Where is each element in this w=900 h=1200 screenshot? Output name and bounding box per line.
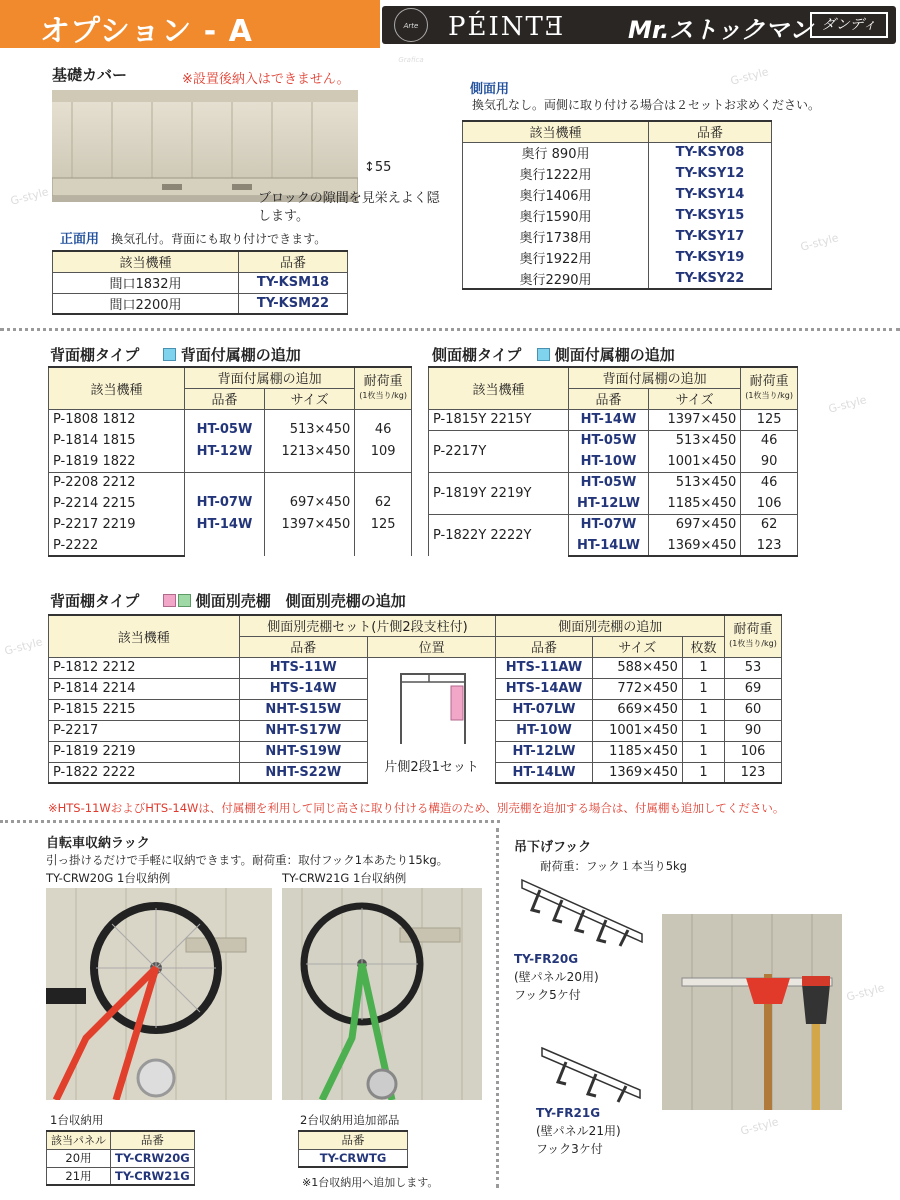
- col-model: 該当機種: [53, 251, 239, 272]
- col-group: 背面付属棚の追加: [185, 367, 355, 388]
- table-row: P-1814 2214 HTS-14W HTS-14AW 772×450 1 69: [49, 678, 782, 699]
- table-row: 20用 TY-CRW20G: [47, 1149, 195, 1167]
- single-rack-table: [46, 1130, 195, 1186]
- double-rack-table: [298, 1130, 408, 1168]
- back-shelf-title-row: [50, 344, 301, 365]
- side-cover-table: [462, 120, 772, 290]
- bike-example-1-label: TY-CRW20G 1台収納例: [46, 871, 171, 885]
- table-row: 奥行 890用 TY-KSY08: [463, 142, 772, 163]
- table-row: P-1815 2215 NHT-S15W HT-07LW 669×450 1 60: [49, 699, 782, 720]
- back-shelf-subtitle: 背面付属棚の追加: [180, 346, 301, 364]
- watermark: G-style: [8, 185, 50, 208]
- table-row: HT-12LW 1185×450 106: [429, 493, 798, 514]
- table-row: P-1819 1822: [49, 451, 412, 472]
- table-row: 間口1832用 TY-KSM18: [53, 272, 348, 293]
- hook-fr20g-code: TY-FR20G: [514, 952, 579, 966]
- table-row: P-1808 1812 HT-05W HT-12W 513×450 1213×450 46 109: [49, 409, 412, 430]
- col-code: 品番: [239, 251, 348, 272]
- back-shelf-title: 背面棚タイプ: [50, 346, 140, 364]
- side-shelf-subtitle: 側面付属棚の追加: [554, 346, 675, 364]
- col-position: 位置: [367, 636, 495, 657]
- table-row: 奥行1590用 TY-KSY15: [463, 205, 772, 226]
- foundation-cover-photo: [52, 90, 358, 202]
- col-add-qty: 枚数: [682, 636, 724, 657]
- position-cell: [367, 657, 495, 783]
- table-row: 奥行1922用 TY-KSY19: [463, 247, 772, 268]
- page-header: [0, 0, 900, 64]
- table-row: P-1815Y 2215Y HT-14W 1397×450 125: [429, 409, 798, 430]
- front-cover-table: [52, 250, 348, 315]
- table-row: HT-14LW 1369×450 123: [429, 535, 798, 556]
- col-panel: 該当パネル: [47, 1131, 111, 1149]
- side-shelf-table: [428, 366, 798, 557]
- back-shelf-table: [48, 366, 412, 557]
- watermark: G-style: [844, 981, 886, 1004]
- watermark: G-style: [798, 231, 840, 254]
- green-legend-swatch: [178, 594, 191, 607]
- pink-legend-swatch: [163, 594, 176, 607]
- col-load: 耐荷重 (1枚当り/kg): [355, 367, 412, 409]
- column-divider: [496, 828, 499, 1188]
- cover-dimension: ↕55: [364, 160, 392, 175]
- title-bar: [0, 0, 380, 48]
- dandy-logo: ダンディ: [810, 12, 888, 38]
- hook-fr20g-panel: (壁パネル20用): [514, 970, 599, 984]
- foundation-caption: ブロックの隙間を見栄えよく隠します。: [258, 191, 440, 224]
- single-rack-title: 1台収納用: [50, 1113, 104, 1127]
- hook-fr21g-hooks: フック3ケ付: [536, 1142, 603, 1156]
- side-shelf-title: 側面棚タイプ: [432, 346, 522, 364]
- col-code: 品番: [111, 1131, 195, 1149]
- sold-shelf-subtitle: 側面別売棚 側面別売棚の追加: [195, 592, 406, 610]
- sold-shelf-table: [48, 614, 782, 784]
- hook-fr20g-hooks: フック5ケ付: [514, 988, 581, 1002]
- page-title: オプション - A: [40, 14, 253, 49]
- table-row: P-2217 NHT-S17W HT-10W 1001×450 1 90: [49, 720, 782, 741]
- col-code: 品番: [649, 121, 772, 142]
- col-set: 側面別売棚セット(片側2段支柱付): [239, 615, 496, 636]
- col-load: 耐荷重 (1枚当り/kg): [725, 615, 782, 657]
- stockman-logo: Mr.ストックマン: [628, 16, 813, 44]
- col-model: 該当機種: [49, 615, 240, 657]
- watermark: G-style: [2, 635, 44, 658]
- col-model: 該当機種: [49, 367, 185, 409]
- watermark: G-style: [728, 65, 770, 88]
- hook-title: 吊下げフック: [514, 840, 592, 855]
- position-label: 片側2段1セット: [384, 759, 479, 775]
- table-row: P-1819 2219 NHT-S19W HT-12LW 1185×450 1 106: [49, 741, 782, 762]
- col-add-code: 品番: [496, 636, 592, 657]
- side-heading: 側面用: [470, 82, 510, 97]
- table-row: P-2217 2219: [49, 514, 412, 535]
- table-row: 間口2200用 TY-KSM22: [53, 293, 348, 314]
- watermark: G-style: [738, 1115, 780, 1138]
- foundation-notice: ※設置後納入はできません。: [182, 72, 350, 87]
- table-row: P-1812 2212 HTS-11W 片側2段1セット HTS-11AW 588×450 1 53: [49, 657, 782, 678]
- shelf-position-diagram: [369, 664, 495, 756]
- peinte-logo: PÉINTƎ: [448, 12, 566, 42]
- foundation-title: 基礎カバー: [52, 66, 128, 84]
- table-row: P-1814 1815: [49, 430, 412, 451]
- col-model: 該当機種: [463, 121, 649, 142]
- front-heading-row: [60, 228, 326, 247]
- table-row: P-1822 2222 NHT-S22W HT-14LW 1369×450 1 123: [49, 762, 782, 783]
- table-row: P-1822Y 2222Y HT-07W 697×450 62: [429, 514, 798, 535]
- cyan-legend-swatch: [163, 348, 176, 361]
- col-group: 背面付属棚の追加: [569, 367, 741, 388]
- col-code: 品番: [185, 388, 265, 409]
- table-row: 奥行2290用 TY-KSY22: [463, 268, 772, 289]
- front-heading: 正面用: [60, 232, 100, 247]
- sold-shelf-title: 背面棚タイプ: [50, 592, 140, 610]
- col-size: サイズ: [265, 388, 355, 409]
- bike-rack-desc: 引っ掛けるだけで手軽に収納できます。耐荷重：取付フック1本あたり15kg。: [46, 853, 449, 867]
- watermark: G-style: [826, 393, 868, 416]
- table-row: P-2214 2215: [49, 493, 412, 514]
- bike-example-2-label: TY-CRW21G 1台収納例: [282, 871, 407, 885]
- sold-shelf-title-row: [50, 590, 406, 611]
- table-row: P-2222: [49, 535, 412, 556]
- section-divider: [0, 328, 900, 331]
- front-desc: 換気孔付。背面にも取り付けできます。: [111, 232, 327, 246]
- col-code: 品番: [299, 1131, 408, 1149]
- side-shelf-title-row: [432, 344, 675, 365]
- hook-photo: [662, 914, 842, 1110]
- table-row: 奥行1738用 TY-KSY17: [463, 226, 772, 247]
- col-add: 側面別売棚の追加: [496, 615, 725, 636]
- col-size: サイズ: [649, 388, 741, 409]
- col-code: 品番: [569, 388, 649, 409]
- hook-fr21g-illustration: [536, 1040, 648, 1104]
- table-row: TY-CRWTG: [299, 1149, 408, 1167]
- side-desc: 換気孔なし。両側に取り付ける場合は２セットお求めください。: [472, 98, 821, 112]
- col-model: 該当機種: [429, 367, 569, 409]
- double-rack-title: 2台収納用追加部品: [300, 1113, 400, 1127]
- table-row: P-1819Y 2219Y HT-05W 513×450 46: [429, 472, 798, 493]
- bike-photo-2: [282, 888, 482, 1100]
- double-rack-note: ※1台収納用へ追加します。: [302, 1176, 439, 1189]
- bike-photo-1: [46, 888, 272, 1100]
- hook-fr21g-panel: (壁パネル21用): [536, 1124, 621, 1138]
- cyan-legend-swatch: [537, 348, 550, 361]
- sold-shelf-footnote: ※HTS-11WおよびHTS-14Wは、付属棚を利用して同じ高さに取り付ける構造のため、別売棚を追加する場合は、付属棚も追加してください。: [48, 801, 785, 815]
- hook-fr21g-code: TY-FR21G: [536, 1106, 601, 1120]
- col-add-size: サイズ: [592, 636, 682, 657]
- arte-grafica-logo: Arte Grafica: [394, 8, 428, 42]
- table-row: P-2217Y HT-05W 513×450 46: [429, 430, 798, 451]
- section-divider: [0, 820, 500, 823]
- table-row: HT-10W 1001×450 90: [429, 451, 798, 472]
- col-load: 耐荷重 (1枚当り/kg): [741, 367, 798, 409]
- hook-load: 耐荷重：フック１本当り5kg: [540, 859, 687, 873]
- col-set-code: 品番: [239, 636, 367, 657]
- bike-rack-title: 自転車収納ラック: [46, 836, 150, 851]
- table-row: 奥行1406用 TY-KSY14: [463, 184, 772, 205]
- table-row: 奥行1222用 TY-KSY12: [463, 163, 772, 184]
- table-row: P-2208 2212 HT-07W HT-14W 697×450 1397×450 62 125: [49, 472, 412, 493]
- table-row: 21用 TY-CRW21G: [47, 1167, 195, 1185]
- hook-fr20g-illustration: [514, 870, 650, 948]
